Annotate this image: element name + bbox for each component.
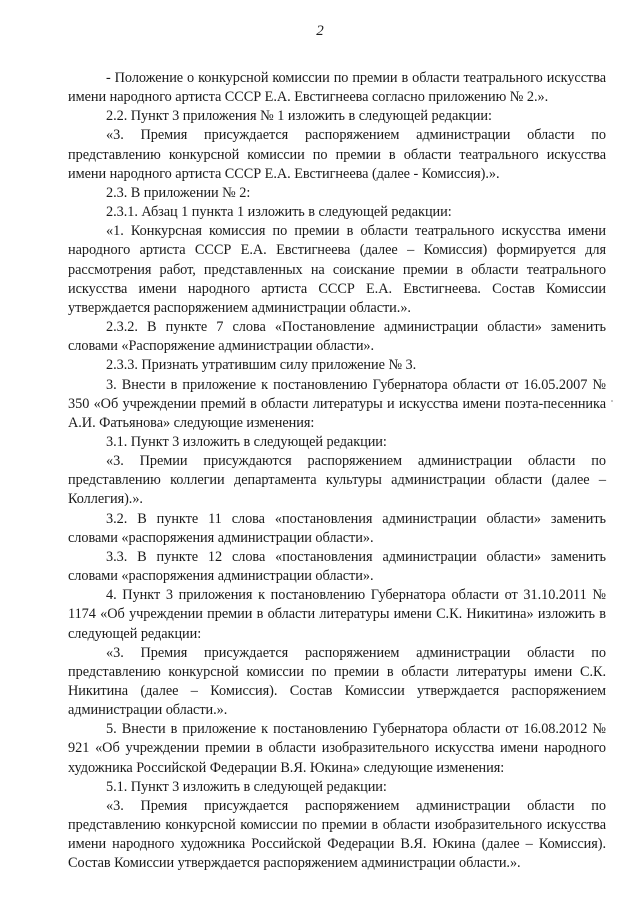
paragraph-3-3: 3.3. В пункте 12 слова «постановления администрации области» заменить словами «распоряжения администрации области». xyxy=(68,548,606,585)
scan-speck xyxy=(611,400,613,402)
paragraph-5: 5. Внести в приложение к постановлению Губернатора области от 16.08.2012 № 921 «Об учреждении премии в области изобразительного искусства имени народного художника Российской Федерации В.Я. Юкина» следующие изменения: xyxy=(68,721,606,776)
paragraph-2-3-3: 2.3.3. Признать утратившим силу приложение № 3. xyxy=(106,357,417,374)
document-body xyxy=(68,69,606,874)
paragraph-2-2-quote: «3. Премия присуждается распоряжением администрации области по представлению конкурсной комиссии по премии в области театрального искусства имени народного артиста СССР Е.А. Евстигнеева (далее - Комиссия).». xyxy=(68,127,606,182)
paragraph-2-3: 2.3. В приложении № 2: xyxy=(106,184,251,201)
paragraph-3-1-quote: «3. Премии присуждаются распоряжением администрации области по представлению коллегии департамента культуры администрации области (далее – Коллегия).». xyxy=(68,453,606,508)
paragraph-5-1: 5.1. Пункт 3 изложить в следующей редакции: xyxy=(106,778,387,795)
page-number: 2 xyxy=(316,23,324,39)
paragraph-3-1: 3.1. Пункт 3 изложить в следующей редакции: xyxy=(106,433,387,450)
paragraph-3: 3. Внести в приложение к постановлению Губернатора области от 16.05.2007 № 350 «Об учреждении премий в области литературы и искусства имени поэта-песенника А.И. Фатьянова» следующие изменения: xyxy=(68,376,606,431)
paragraph-5-1-quote: «3. Премия присуждается распоряжением администрации области по представлению конкурсной комиссии по премии в области изобразительного искусства имени народного художника Российской Федерации В.Я. Юкина (далее – Комиссия). Состав Комиссии утверждается распоряжением администрации области.». xyxy=(68,797,606,872)
paragraph-4: 4. Пункт 3 приложения к постановлению Губернатора области от 31.10.2011 № 1174 «Об учреждении премии в области литературы имени С.К. Никитина» изложить в следующей редакции: xyxy=(68,587,606,642)
paragraph-2-3-1-quote: «1. Конкурсная комиссия по премии в области театрального искусства имени народного артиста СССР Е.А. Евстигнеева (далее – Комиссия) формируется для рассмотрения работ, представленных на соискание премии в области театрального искусства имени народного артиста СССР Е.А. Евстигнеева. Состав Комиссии утверждается распоряжением администрации области.». xyxy=(68,223,606,316)
paragraph-2-3-2: 2.3.2. В пункте 7 слова «Постановление администрации области» заменить словами «Распоряжение администрации области». xyxy=(68,319,606,355)
paragraph-2-2: 2.2. Пункт 3 приложения № 1 изложить в следующей редакции: xyxy=(106,108,492,125)
paragraph-list-item-regulation: - Положение о конкурсной комиссии по премии в области театрального искусства имени народного артиста СССР Е.А. Евстигнеева согласно приложению № 2.». xyxy=(68,70,606,106)
paragraph-2-3-1: 2.3.1. Абзац 1 пункта 1 изложить в следующей редакции: xyxy=(106,204,452,221)
paragraph-4-quote: «3. Премия присуждается распоряжением администрации области по представлению конкурсной комиссии по премии в области литературы имени С.К. Никитина (далее – Комиссия). Состав Комиссии утверждается распоряжением администрации области.». xyxy=(68,644,606,719)
paragraph-3-2: 3.2. В пункте 11 слова «постановления администрации области» заменить словами «распоряжения администрации области». xyxy=(68,510,606,546)
